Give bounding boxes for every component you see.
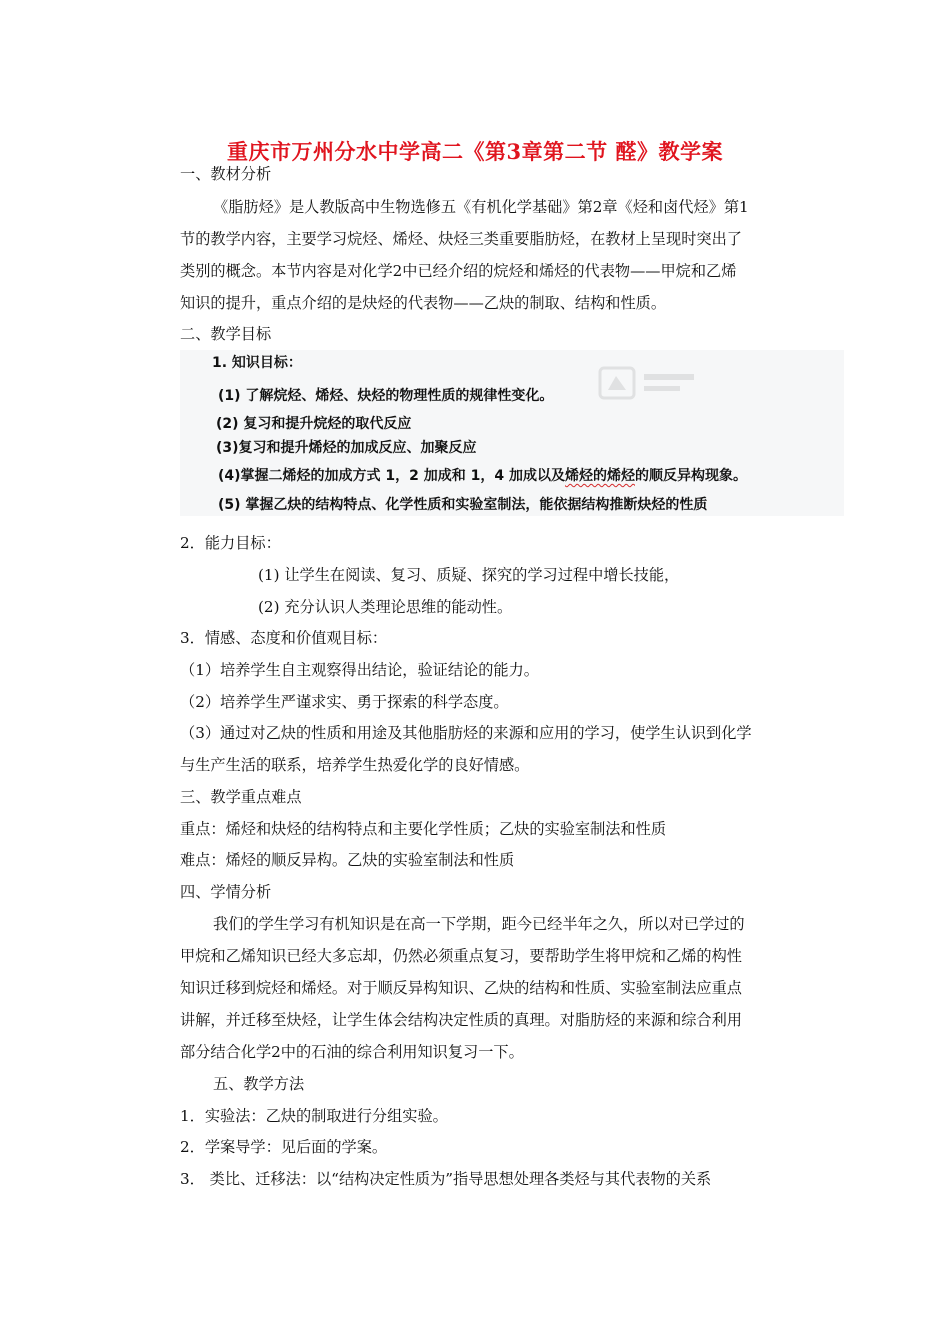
section-heading-focus: 三、教学重点难点 — [180, 788, 302, 806]
ability-goal-item: (1) 让学生在阅读、复习、质疑、探究的学习过程中增长技能， — [258, 566, 680, 584]
emotion-goal-item: （3）通过对乙炔的性质和用途及其他脂肪烃的来源和应用的学习，使学生认识到化学 — [180, 724, 752, 742]
ability-goals-heading: 2．能力目标： — [180, 534, 281, 552]
section-heading-textbook: 一、教材分析 — [180, 165, 272, 183]
paragraph-line: 节的教学内容，主要学习烷烃、烯烃、炔烃三类重要脂肪烃，在教材上呈现时突出了 — [180, 230, 742, 248]
emotion-goal-item: 与生产生活的联系，培养学生热爱化学的良好情感。 — [180, 756, 530, 774]
paragraph-line: 知识的提升，重点介绍的是炔烃的代表物——乙炔的制取、结构和性质。 — [180, 294, 666, 312]
knowledge-goals-image — [180, 350, 844, 516]
page-title: 重庆市万州分水中学高二《第3章第二节 醛》教学案 — [227, 139, 723, 164]
key-point-line: 重点：烯烃和炔烃的结构特点和主要化学性质；乙炔的实验室制法和性质 — [180, 820, 666, 838]
paragraph-line: 我们的学生学习有机知识是在高一下学期，距今已经半年之久，所以对已学过的 — [213, 915, 745, 933]
difficult-point-line: 难点：烯烃的顺反异构。乙炔的实验室制法和性质 — [180, 851, 515, 869]
paragraph-line: 甲烷和乙烯知识已经大多忘却，仍然必须重点复习，要帮助学生将甲烷和乙烯的构性 — [180, 947, 742, 965]
watermark-logo-icon — [560, 362, 710, 406]
knowledge-goal-item: (5) 掌握乙炔的结构特点、化学性质和实验室制法，能依据结构推断炔烃的性质 — [218, 497, 708, 513]
knowledge-goal-item: (2) 复习和提升烷烃的取代反应 — [216, 416, 412, 432]
knowledge-goal-item: (1) 了解烷烃、烯烃、炔烃的物理性质的规律性变化。 — [218, 388, 554, 404]
section-heading-goals: 二、教学目标 — [180, 325, 272, 343]
method-item: 1．实验法：乙炔的制取进行分组实验。 — [180, 1107, 448, 1125]
paragraph-line: 类别的概念。本节内容是对化学2中已经介绍的烷烃和烯烃的代表物——甲烷和乙烯 — [180, 262, 737, 280]
knowledge-goal-item: (3)复习和提升烯烃的加成反应、加聚反应 — [216, 440, 477, 456]
method-item: 2．学案导学：见后面的学案。 — [180, 1138, 388, 1156]
paragraph-line: 《脂肪烃》是人教版高中生物选修五《有机化学基础》第2章《烃和卤代烃》第1 — [213, 198, 749, 216]
emotion-goals-heading: 3．情感、态度和价值观目标： — [180, 629, 388, 647]
knowledge-goal-item: (4)掌握二烯烃的加成方式 1，2 加成和 1，4 加成以及烯烃的烯烃的顺反异构现象。 — [218, 468, 747, 484]
section-heading-methods: 五、教学方法 — [213, 1075, 305, 1093]
ability-goal-item: (2) 充分认识人类理论思维的能动性。 — [258, 598, 513, 616]
knowledge-goals-heading: 1. 知识目标： — [212, 355, 302, 371]
emotion-goal-item: （2）培养学生严谨求实、勇于探索的科学态度。 — [180, 693, 509, 711]
paragraph-line: 知识迁移到烷烃和烯烃。对于顺反异构知识、乙炔的结构和性质、实验室制法应重点 — [180, 979, 742, 997]
paragraph-line: 讲解，并迁移至炔烃，让学生体会结构决定性质的真理。对脂肪烃的来源和综合利用 — [180, 1011, 742, 1029]
paragraph-line: 部分结合化学2中的石油的综合利用知识复习一下。 — [180, 1043, 524, 1061]
emotion-goal-item: （1）培养学生自主观察得出结论，验证结论的能力。 — [180, 661, 539, 679]
section-heading-students: 四、学情分析 — [180, 883, 272, 901]
method-item: 3． 类比、迁移法：以“结构决定性质为”指导思想处理各类烃与其代表物的关系 — [180, 1170, 712, 1188]
